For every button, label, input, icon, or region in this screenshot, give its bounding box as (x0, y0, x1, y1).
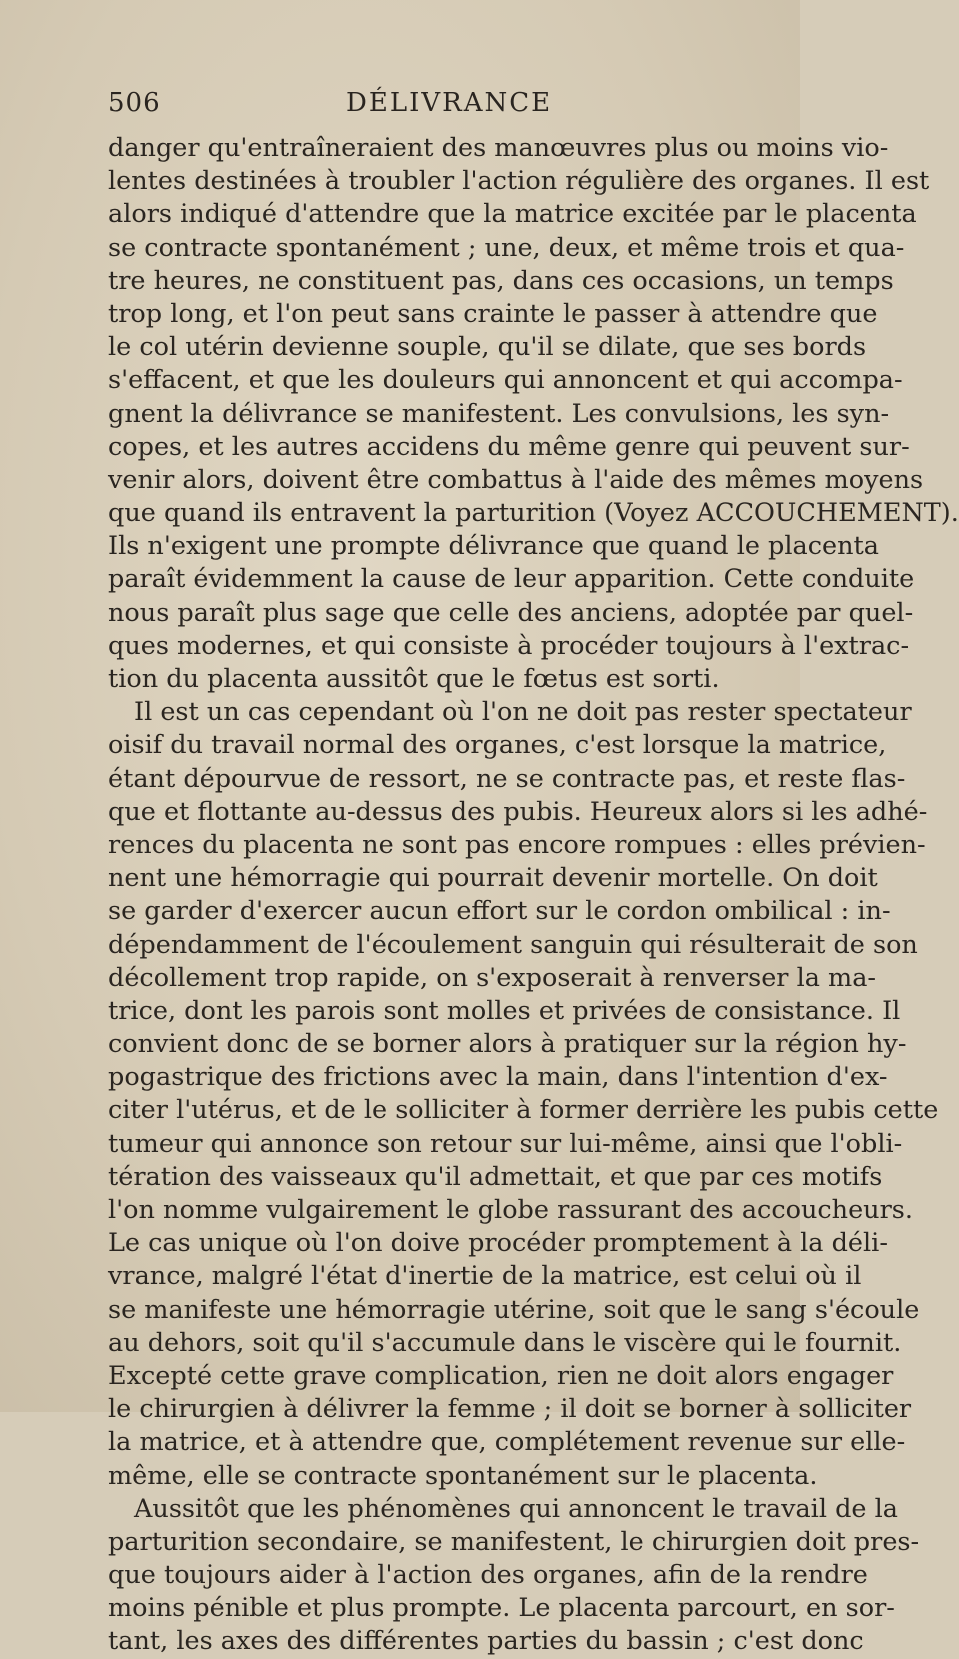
text-line: gnent la délivrance se manifestent. Les convulsions, les syn- (108, 398, 890, 429)
text-line: Ils n'exigent une prompte délivrance que quand le placenta (108, 531, 879, 562)
text-line: parturition secondaire, se manifestent, le chirurgien doit pres- (108, 1526, 920, 1557)
text-line: se garder d'exercer aucun effort sur le cordon ombilical : in- (108, 896, 891, 927)
text-line: l'on nomme vulgairement le globe rassurant des accoucheurs. (108, 1195, 913, 1225)
text-line: Aussitôt que les phénomènes qui annoncent le travail de la (134, 1493, 898, 1524)
text-line: que et flottante au-dessus des pubis. Heureux alors si les adhé- (108, 796, 928, 827)
text-line: nous paraît plus sage que celle des anciens, adoptée par quel- (108, 597, 914, 628)
text-line: citer l'utérus, et de le solliciter à former derrière les pubis cette (108, 1095, 939, 1126)
text-line: tant, les axes des différentes parties du bassin ; c'est donc (108, 1626, 864, 1657)
text-line: même, elle se contracte spontanément sur le placenta. (108, 1460, 818, 1491)
text-line: tération des vaisseaux qu'il admettait, et que par ces motifs (108, 1161, 883, 1192)
text-line: paraît évidemment la cause de leur apparition. Cette conduite (108, 564, 915, 595)
text-line: vrance, malgré l'état d'inertie de la matrice, est celui où il (108, 1261, 862, 1292)
text-line: dépendamment de l'écoulement sanguin qui résulterait de son (108, 929, 918, 960)
text-line: pogastrique des frictions avec la main, dans l'intention d'ex- (108, 1062, 888, 1093)
text-line: au dehors, soit qu'il s'accumule dans le viscère qui le fournit. (108, 1327, 902, 1358)
text-line: danger qu'entraîneraient des manœuvres plus ou moins vio- (108, 133, 889, 163)
text-line: oisif du travail normal des organes, c'est lorsque la matrice, (108, 730, 887, 761)
text-line: Il est un cas cependant où l'on ne doit pas rester spectateur (134, 697, 912, 728)
text-line: que toujours aider à l'action des organes, afin de la rendre (108, 1560, 868, 1591)
running-title: DÉLIVRANCE (346, 88, 553, 118)
text-line: Le cas unique où l'on doive procéder promptement à la déli- (108, 1228, 888, 1259)
text-line: se contracte spontanément ; une, deux, et même trois et qua- (108, 232, 905, 263)
text-line: tre heures, ne constituent pas, dans ces occasions, un temps (108, 265, 894, 296)
text-line: nent une hémorragie qui pourrait devenir mortelle. On doit (108, 863, 878, 894)
body-text (108, 132, 959, 1659)
text-line: venir alors, doivent être combattus à l'aide des mêmes moyens (108, 464, 924, 495)
page-header (108, 88, 708, 128)
text-line: lentes destinées à troubler l'action régulière des organes. Il est (108, 166, 930, 197)
text-line: le col utérin devienne souple, qu'il se dilate, que ses bords (108, 332, 867, 363)
text-line: s'effacent, et que les douleurs qui annoncent et qui accompa- (108, 365, 903, 396)
text-line: copes, et les autres accidens du même genre qui peuvent sur- (108, 431, 910, 462)
text-line: Excepté cette grave complication, rien ne doit alors engager (108, 1360, 894, 1391)
text-line: tion du placenta aussitôt que le fœtus est sorti. (108, 664, 720, 694)
text-line: rences du placenta ne sont pas encore rompues : elles prévien- (108, 829, 926, 860)
page-number: 506 (108, 88, 161, 118)
text-line: le chirurgien à délivrer la femme ; il doit se borner à solliciter (108, 1394, 912, 1425)
text-line: convient donc de se borner alors à pratiquer sur la région hy- (108, 1029, 907, 1060)
text-line: moins pénible et plus prompte. Le placenta parcourt, en sor- (108, 1593, 895, 1624)
text-line: se manifeste une hémorragie utérine, soit que le sang s'écoule (108, 1294, 920, 1325)
text-line: que quand ils entravent la parturition (Voyez ACCOUCHEMENT). (108, 498, 959, 529)
text-line: trop long, et l'on peut sans crainte le passer à attendre que (108, 298, 878, 329)
text-line: la matrice, et à attendre que, complétement revenue sur elle- (108, 1427, 906, 1458)
text-line: alors indiqué d'attendre que la matrice excitée par le placenta (108, 199, 917, 230)
text-line: tumeur qui annonce son retour sur lui-même, ainsi que l'obli- (108, 1128, 903, 1159)
text-line: étant dépourvue de ressort, ne se contracte pas, et reste flas- (108, 763, 906, 794)
text-line: trice, dont les parois sont molles et privées de consistance. Il (108, 995, 901, 1026)
text-line: décollement trop rapide, on s'exposerait à renverser la ma- (108, 962, 877, 993)
text-line: ques modernes, et qui consiste à procéder toujours à l'extrac- (108, 630, 910, 661)
